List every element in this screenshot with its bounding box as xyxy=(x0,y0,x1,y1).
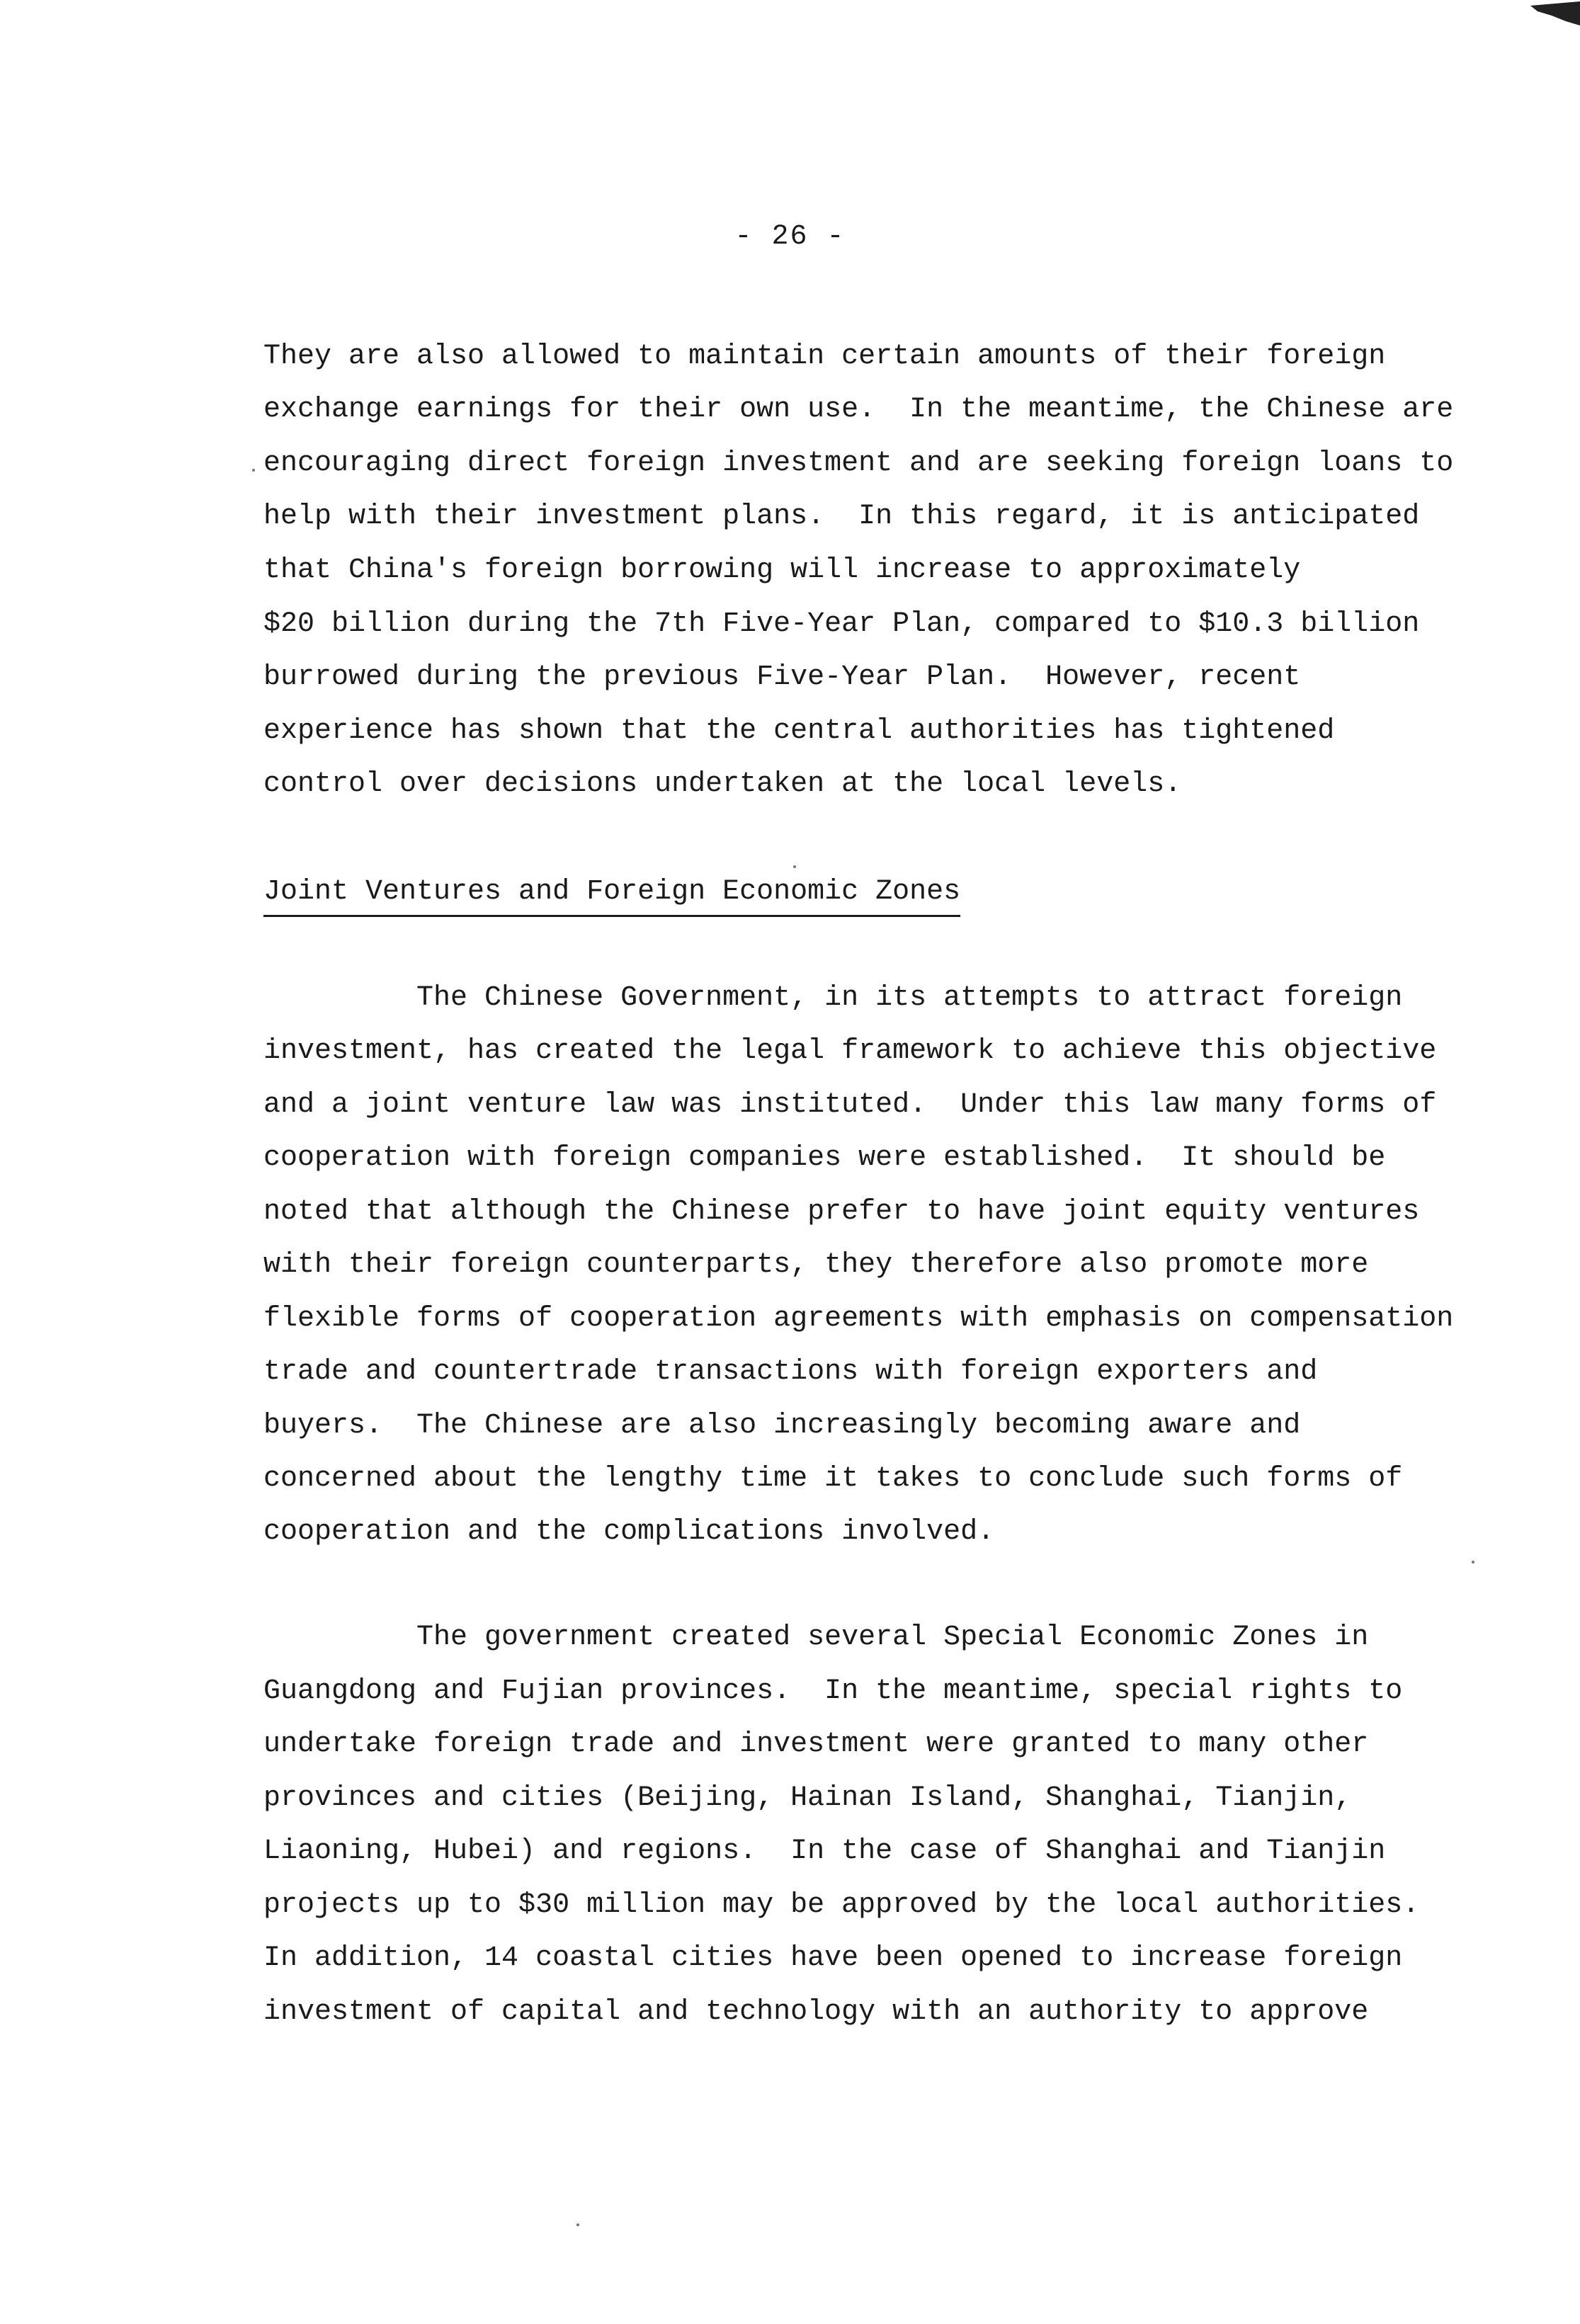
paragraph-1-line: experience has shown that the central authorities has tightened xyxy=(263,715,1335,747)
paragraph-2-line: with their foreign counterparts, they therefore also promote more xyxy=(263,1249,1369,1281)
paragraph-2-line: flexible forms of cooperation agreements with emphasis on compensation xyxy=(263,1303,1454,1335)
paragraph-2-line: buyers. The Chinese are also increasingly becoming aware and xyxy=(263,1410,1301,1442)
scan-speck xyxy=(252,469,255,472)
paragraph-2-line: cooperation with foreign companies were established. It should be xyxy=(263,1142,1386,1174)
scan-speck xyxy=(1472,1561,1474,1563)
scan-corner-mark xyxy=(1523,0,1580,28)
paragraph-1-line: control over decisions undertaken at the local levels. xyxy=(263,768,1182,800)
scan-speck xyxy=(576,2223,579,2226)
paragraph-2-line: investment, has created the legal framework to achieve this objective xyxy=(263,1035,1437,1067)
paragraph-2-line: The Chinese Government, in its attempts to attract foreign xyxy=(263,982,1403,1014)
paragraph-2-line: cooperation and the complications involved. xyxy=(263,1516,995,1548)
paragraph-2-line: trade and countertrade transactions with foreign exporters and xyxy=(263,1356,1318,1388)
paragraph-1-line: $20 billion during the 7th Five-Year Plan, compared to $10.3 billion xyxy=(263,608,1420,640)
paragraph-3-line: projects up to $30 million may be approved by the local authorities. xyxy=(263,1889,1420,1921)
paragraph-3-line: In addition, 14 coastal cities have been opened to increase foreign xyxy=(263,1942,1403,1974)
paragraph-1-line: encouraging direct foreign investment and are seeking foreign loans to xyxy=(263,448,1454,479)
page-number: - 26 - xyxy=(734,221,846,253)
paragraph-3-line: Guangdong and Fujian provinces. In the meantime, special rights to xyxy=(263,1675,1403,1707)
paragraph-1-line: exchange earnings for their own use. In the meantime, the Chinese are xyxy=(263,394,1454,426)
paragraph-3-line: The government created several Special Economic Zones in xyxy=(263,1622,1369,1653)
paragraph-1-line: that China's foreign borrowing will increase to approximately xyxy=(263,554,1301,586)
paragraph-1-line: burrowed during the previous Five-Year Plan. However, recent xyxy=(263,661,1301,693)
paragraph-1-line: They are also allowed to maintain certain amounts of their foreign xyxy=(263,341,1386,372)
paragraph-3-line: provinces and cities (Beijing, Hainan Island, Shanghai, Tianjin, xyxy=(263,1782,1352,1814)
paragraph-3-line: investment of capital and technology with an authority to approve xyxy=(263,1996,1369,2028)
paragraph-1-line: help with their investment plans. In this regard, it is anticipated xyxy=(263,501,1420,532)
paragraph-2-line: and a joint venture law was instituted. Under this law many forms of xyxy=(263,1089,1437,1121)
paragraph-2-line: concerned about the lengthy time it takes to conclude such forms of xyxy=(263,1463,1403,1495)
paragraph-3-line: undertake foreign trade and investment were granted to many other xyxy=(263,1728,1369,1760)
section-heading: Joint Ventures and Foreign Economic Zones xyxy=(263,878,960,917)
paragraph-3-line: Liaoning, Hubei) and regions. In the case of Shanghai and Tianjin xyxy=(263,1835,1386,1867)
paragraph-2-line: noted that although the Chinese prefer to have joint equity ventures xyxy=(263,1196,1420,1228)
scan-speck xyxy=(793,865,796,868)
